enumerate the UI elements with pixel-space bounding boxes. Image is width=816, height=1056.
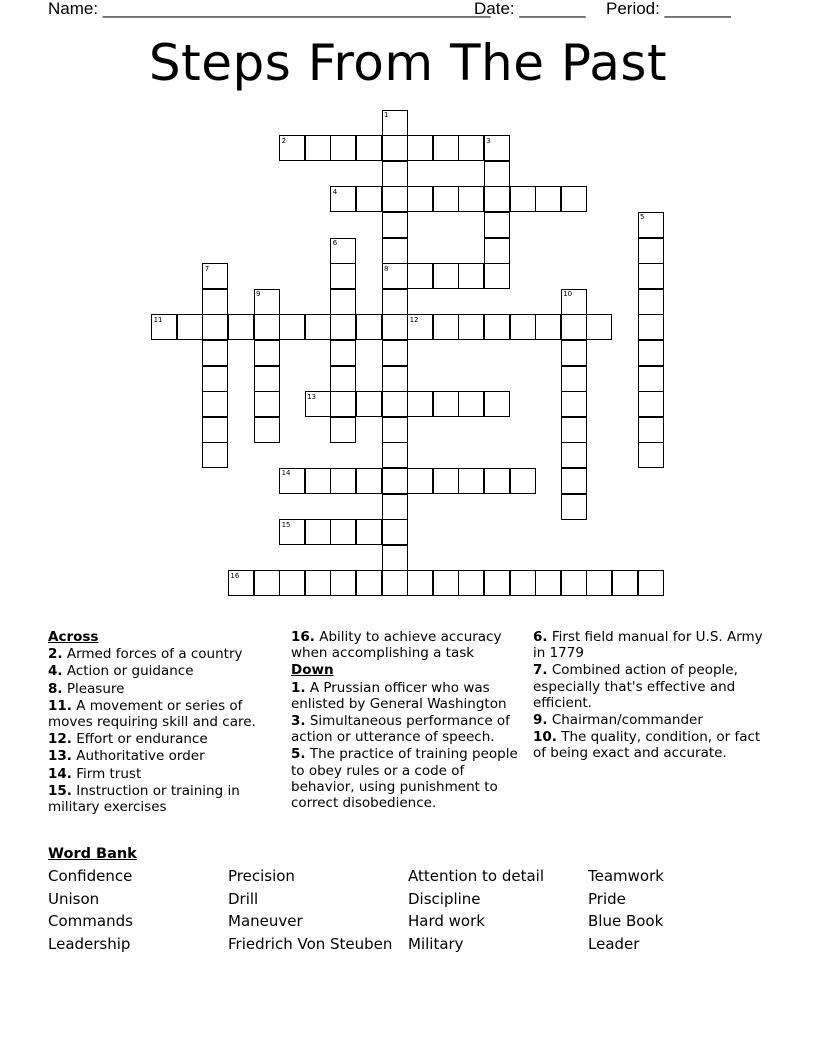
down-heading: Down — [291, 662, 334, 679]
crossword-cell[interactable] — [458, 314, 484, 340]
crossword-cell[interactable] — [510, 570, 536, 596]
crossword-cell[interactable] — [382, 314, 408, 340]
crossword-cell[interactable] — [177, 314, 203, 340]
clue-number-label: 15 — [281, 520, 291, 529]
crossword-cell[interactable] — [561, 417, 587, 443]
word-bank-item: Drill — [228, 889, 259, 908]
word-bank-item: Pride — [588, 889, 626, 908]
crossword-cell[interactable] — [458, 468, 484, 494]
crossword-cell[interactable] — [638, 263, 664, 289]
crossword-cell[interactable] — [586, 314, 612, 340]
clue-number-label: 4 — [332, 187, 338, 196]
clue-number-label: 10 — [563, 290, 573, 299]
period-field-label: Period: _______ — [606, 0, 731, 18]
clue-across-14: 14. Firm trust — [48, 765, 142, 782]
clue-number-label: 14 — [281, 469, 291, 478]
crossword-cell[interactable] — [356, 314, 382, 340]
crossword-cell[interactable] — [638, 366, 664, 392]
crossword-cell[interactable] — [356, 135, 382, 161]
crossword-cell[interactable] — [305, 519, 331, 545]
word-bank-heading: Word Bank — [48, 846, 137, 862]
clue-number-label: 2 — [281, 136, 287, 145]
clue-down-10: 10. The quality, condition, or fact of being exact and accurate. — [533, 729, 761, 762]
crossword-cell[interactable] — [330, 340, 356, 366]
word-bank-item: Commands — [48, 912, 133, 931]
crossword-cell[interactable] — [535, 186, 561, 212]
crossword-cell[interactable] — [382, 545, 408, 571]
crossword-cell[interactable] — [561, 314, 587, 340]
crossword-cell[interactable] — [202, 442, 228, 468]
crossword-cell[interactable] — [433, 186, 459, 212]
word-bank-item: Discipline — [408, 889, 481, 908]
crossword-cell[interactable] — [356, 570, 382, 596]
crossword-cell[interactable] — [382, 186, 408, 212]
crossword-cell[interactable] — [382, 519, 408, 545]
crossword-cell[interactable] — [535, 314, 561, 340]
word-bank-item: Maneuver — [228, 912, 303, 931]
crossword-cell[interactable] — [254, 314, 280, 340]
clue-number-label: 13 — [307, 392, 317, 401]
crossword-cell[interactable] — [330, 366, 356, 392]
crossword-cell[interactable] — [407, 263, 433, 289]
crossword-cell[interactable] — [561, 366, 587, 392]
word-bank-item: Friedrich Von Steuben — [228, 934, 393, 953]
crossword-cell[interactable] — [433, 135, 459, 161]
crossword-cell[interactable] — [330, 468, 356, 494]
page-title: Steps From The Past — [148, 34, 668, 92]
word-bank-item: Blue Book — [588, 912, 664, 931]
clue-across-12: 12. Effort or endurance — [48, 731, 208, 748]
clue-number-label: 8 — [384, 264, 389, 273]
crossword-cell[interactable] — [330, 391, 356, 417]
crossword-cell[interactable] — [458, 263, 484, 289]
word-bank-item: Hard work — [408, 912, 485, 931]
crossword-cell[interactable] — [202, 314, 228, 340]
clue-down-7: 7. Combined action of people, especially that's effective and efficient. — [533, 662, 738, 711]
clues-column-2 — [291, 629, 523, 812]
clue-number-label: 16 — [230, 571, 240, 580]
crossword-cell[interactable] — [561, 468, 587, 494]
crossword-cell[interactable] — [638, 417, 664, 443]
clue-down-9: 9. Chairman/commander — [533, 712, 703, 729]
crossword-cell[interactable] — [382, 366, 408, 392]
crossword-cell[interactable] — [382, 212, 408, 238]
crossword-cell[interactable] — [638, 442, 664, 468]
clue-down-6: 6. First field manual for U.S. Army in 1779 — [533, 629, 763, 662]
down-clues-column-3 — [533, 629, 765, 763]
crossword-cell[interactable] — [433, 570, 459, 596]
crossword-cell[interactable] — [382, 340, 408, 366]
clue-across-16: 16. Ability to achieve accuracy when accomplishing a task — [291, 629, 502, 662]
crossword-cell[interactable] — [279, 314, 305, 340]
crossword-cell[interactable] — [612, 570, 638, 596]
clue-number-label: 12 — [409, 315, 419, 324]
clue-number-label: 5 — [640, 213, 645, 222]
clue-across-13: 13. Authoritative order — [48, 748, 205, 765]
clue-across-4: 4. Action or guidance — [48, 663, 194, 680]
word-bank-item: Teamwork — [588, 867, 664, 885]
crossword-cell[interactable] — [586, 570, 612, 596]
crossword-cell[interactable] — [254, 417, 280, 443]
crossword-cell[interactable] — [433, 314, 459, 340]
clue-across-2: 2. Armed forces of a country — [48, 646, 243, 663]
crossword-cell[interactable] — [484, 212, 510, 238]
crossword-cell[interactable] — [458, 135, 484, 161]
crossword-cell[interactable] — [638, 391, 664, 417]
crossword-cell[interactable] — [535, 570, 561, 596]
crossword-cell[interactable] — [458, 391, 484, 417]
crossword-cell[interactable] — [202, 366, 228, 392]
crossword-cell[interactable] — [356, 186, 382, 212]
crossword-cell[interactable] — [484, 314, 510, 340]
crossword-cell[interactable] — [561, 442, 587, 468]
crossword-cell[interactable] — [510, 186, 536, 212]
crossword-cell[interactable] — [510, 468, 536, 494]
crossword-cell[interactable] — [638, 340, 664, 366]
across-heading: Across — [48, 629, 99, 645]
crossword-cell[interactable] — [484, 263, 510, 289]
crossword-cell[interactable] — [407, 391, 433, 417]
crossword-cell[interactable] — [638, 238, 664, 264]
clue-number-label: 7 — [204, 264, 210, 273]
crossword-cell[interactable] — [484, 186, 510, 212]
crossword-cell[interactable] — [407, 135, 433, 161]
crossword-cell[interactable] — [561, 570, 587, 596]
clue-across-8: 8. Pleasure — [48, 680, 125, 697]
word-bank-item: Unison — [48, 889, 100, 908]
crossword-cell[interactable] — [510, 314, 536, 340]
clue-number-label: 6 — [332, 239, 338, 247]
crossword-cell[interactable] — [382, 135, 408, 161]
word-bank-column-3 — [408, 865, 544, 955]
crossword-cell[interactable] — [382, 442, 408, 468]
clue-down-3: 3. Simultaneous performance of action or utterance of speech. — [291, 713, 510, 746]
crossword-cell[interactable] — [382, 391, 408, 417]
crossword-cell[interactable] — [254, 391, 280, 417]
crossword-cell[interactable] — [305, 468, 331, 494]
crossword-cell[interactable] — [638, 289, 664, 315]
crossword-cell[interactable] — [228, 314, 254, 340]
crossword-cell[interactable] — [202, 417, 228, 443]
crossword-cell[interactable] — [407, 468, 433, 494]
crossword-cell[interactable] — [458, 570, 484, 596]
crossword-cell[interactable] — [330, 135, 356, 161]
crossword-cell[interactable] — [356, 391, 382, 417]
crossword-cell[interactable] — [330, 289, 356, 315]
clue-number-label: 9 — [256, 290, 261, 299]
clue-across-15: 15. Instruction or training in military exercises — [48, 782, 240, 816]
word-bank-item: Precision — [228, 867, 295, 885]
clue-number-label: 3 — [486, 136, 491, 145]
crossword-cell[interactable] — [484, 468, 510, 494]
crossword-cell[interactable] — [561, 340, 587, 366]
crossword-cell[interactable] — [638, 570, 664, 596]
crossword-cell[interactable] — [305, 314, 331, 340]
word-bank-column-1 — [48, 865, 133, 955]
crossword-cell[interactable] — [254, 570, 280, 596]
word-bank-item: Leadership — [48, 934, 131, 953]
crossword-cell[interactable] — [356, 468, 382, 494]
clue-down-5: 5. The practice of training people to obey rules or a code of behavior, using punishment to correct disobedience. — [291, 746, 518, 812]
crossword-cell[interactable] — [202, 289, 228, 315]
crossword-cell[interactable] — [305, 570, 331, 596]
crossword-cell[interactable] — [433, 468, 459, 494]
crossword-cell[interactable] — [433, 263, 459, 289]
crossword-cell[interactable] — [330, 263, 356, 289]
clue-across-11: 11. A movement or series of moves requiring skill and care. — [48, 697, 256, 731]
name-field-label: Name: _________________________________________ — [48, 0, 491, 18]
clue-number-label: 11 — [153, 315, 163, 324]
crossword-cell[interactable] — [561, 186, 587, 212]
crossword-cell[interactable] — [382, 238, 408, 264]
crossword-cell[interactable] — [254, 366, 280, 392]
crossword-cell[interactable] — [382, 161, 408, 187]
crossword-cell[interactable] — [202, 391, 228, 417]
word-bank-item: Leader — [588, 934, 640, 953]
crossword-cell[interactable] — [330, 570, 356, 596]
crossword-cell[interactable] — [561, 494, 587, 520]
across-clues-column-1 — [48, 629, 280, 816]
crossword-cell[interactable] — [484, 238, 510, 264]
word-bank-item: Confidence — [48, 867, 133, 885]
word-bank-item: Military — [408, 934, 464, 953]
date-field-label: Date: _______ — [474, 0, 586, 18]
crossword-cell[interactable] — [382, 570, 408, 596]
crossword-cell[interactable] — [202, 340, 228, 366]
clue-number-label: 1 — [384, 111, 389, 119]
crossword-cell[interactable] — [382, 417, 408, 443]
crossword-cell[interactable] — [382, 289, 408, 315]
crossword-cell[interactable] — [330, 314, 356, 340]
crossword-cell[interactable] — [484, 391, 510, 417]
crossword-cell[interactable] — [561, 391, 587, 417]
word-bank-column-2 — [228, 865, 392, 955]
crossword-cell[interactable] — [407, 186, 433, 212]
crossword-cell[interactable] — [356, 519, 382, 545]
crossword-cell[interactable] — [330, 519, 356, 545]
crossword-cell[interactable] — [458, 186, 484, 212]
crossword-cell[interactable] — [254, 340, 280, 366]
crossword-cell[interactable] — [279, 570, 305, 596]
crossword-cell[interactable] — [382, 494, 408, 520]
crossword-cell[interactable] — [433, 391, 459, 417]
crossword-cell[interactable] — [484, 570, 510, 596]
crossword-cell[interactable] — [305, 135, 331, 161]
crossword-cell[interactable] — [407, 570, 433, 596]
crossword-cell[interactable] — [484, 161, 510, 187]
word-bank-column-4 — [588, 865, 664, 955]
crossword-cell[interactable] — [382, 468, 408, 494]
clue-down-1: 1. A Prussian officer who was enlisted by General Washington — [291, 679, 507, 712]
word-bank-item: Attention to detail — [408, 867, 544, 885]
crossword-cell[interactable] — [638, 314, 664, 340]
crossword-cell[interactable] — [330, 417, 356, 443]
